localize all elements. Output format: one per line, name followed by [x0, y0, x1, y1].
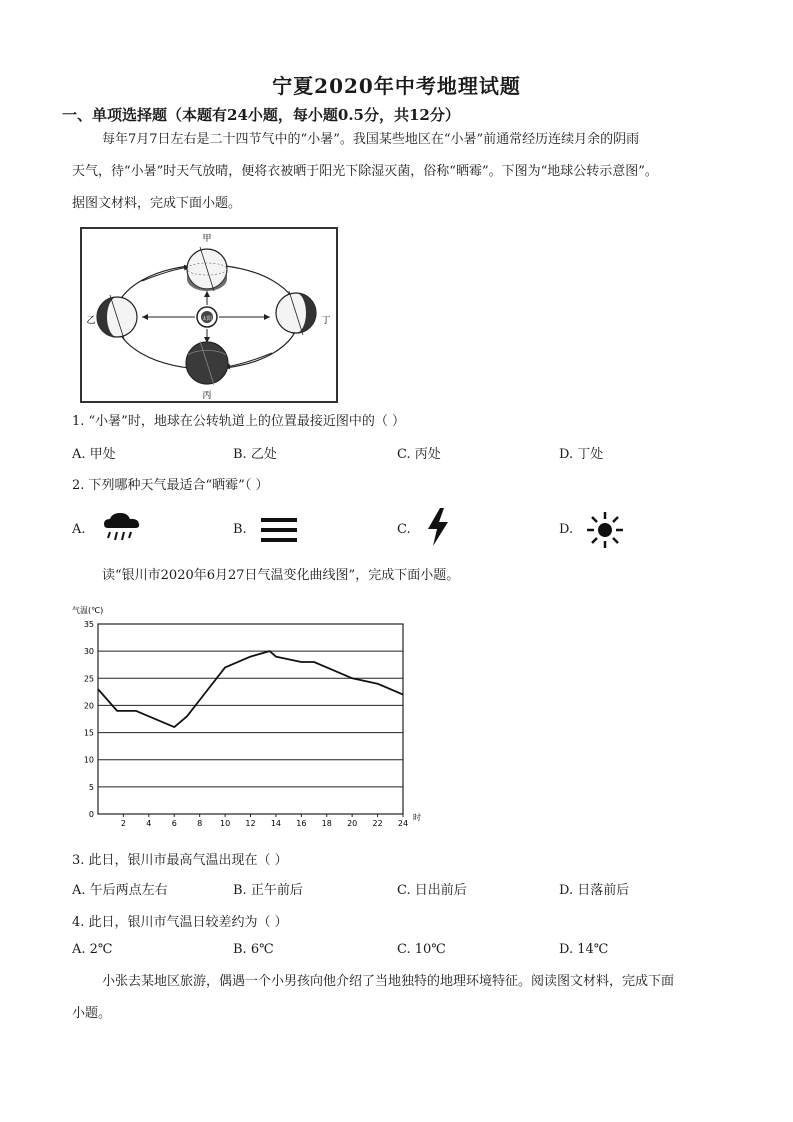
- x-tick-label: 2: [120, 819, 126, 828]
- q3-option-d[interactable]: D. 日落前后: [559, 883, 630, 898]
- y-tick-label: 25: [83, 674, 94, 684]
- temperature-line: [98, 651, 403, 727]
- section-heading: 一、单项选择题（本题有24小题，每小题0.5分，共12分）: [62, 106, 460, 124]
- orbit-diagram: [82, 229, 336, 401]
- fog-icon[interactable]: [261, 516, 297, 544]
- q2-option-b-letter[interactable]: B.: [233, 522, 247, 537]
- q2-option-c-letter[interactable]: C.: [397, 522, 411, 537]
- q1-option-b[interactable]: B. 乙处: [233, 447, 277, 462]
- x-tick-label: 18: [321, 819, 332, 828]
- x-axis-label: 时: [413, 813, 421, 822]
- y-tick-label: 10: [83, 755, 94, 765]
- intro-paragraph-1: [72, 124, 732, 220]
- y-tick-label: 0: [88, 810, 94, 819]
- y-tick-label: 20: [83, 701, 94, 711]
- intro-line: 小张去某地区旅游，偶遇一个小男孩向他介绍了当地独特的地理环境特征。阅读图文材料，完成下面: [102, 974, 675, 989]
- x-tick-label: 12: [245, 819, 256, 828]
- intro-paragraph-3: [72, 966, 732, 1030]
- q2-option-a-letter[interactable]: A.: [72, 522, 86, 537]
- y-axis-label: 气温(℃): [72, 606, 104, 615]
- q2-option-d-letter[interactable]: D.: [559, 522, 574, 537]
- q4-option-b[interactable]: B. 6℃: [233, 942, 274, 957]
- q4-option-a[interactable]: A. 2℃: [72, 942, 113, 957]
- x-tick-label: 20: [347, 819, 358, 828]
- y-tick-label: 35: [83, 620, 94, 629]
- q1-option-c[interactable]: C. 丙处: [397, 447, 441, 462]
- intro-line: 小题。: [72, 1006, 112, 1021]
- plot-frame: [98, 624, 403, 814]
- lightning-icon[interactable]: [424, 508, 452, 546]
- label-jia: 甲: [202, 234, 212, 244]
- sun-icon[interactable]: [585, 510, 625, 550]
- q3-option-a[interactable]: A. 午后两点左右: [72, 883, 168, 898]
- intro-line: 天气，待“小暑”时天气放晴，便将衣被晒于阳光下除湿灭菌，俗称“晒霉”。下图为“地球公转示意图”。: [72, 164, 658, 179]
- x-tick-label: 4: [146, 819, 152, 828]
- earth-yi: [97, 295, 137, 339]
- question-4-stem: 4. 此日，银川市气温日较差约为（ ）: [72, 915, 288, 930]
- page-title: 宁夏2020年中考地理试题: [272, 74, 521, 98]
- q4-option-d[interactable]: D. 14℃: [559, 942, 609, 957]
- intro-line: 据图文材料，完成下面小题。: [72, 196, 242, 211]
- y-tick-label: 30: [83, 647, 94, 657]
- x-tick-label: 24: [397, 819, 409, 828]
- temperature-chart-svg: [68, 600, 428, 830]
- q1-option-d[interactable]: D. 丁处: [559, 447, 604, 462]
- q4-option-c[interactable]: C. 10℃: [397, 942, 446, 957]
- rain-cloud-icon[interactable]: [100, 510, 144, 544]
- x-tick-label: 8: [197, 819, 203, 828]
- label-sun: 太阳: [201, 316, 213, 322]
- earth-ding: [276, 291, 316, 335]
- question-3-stem: 3. 此日，银川市最高气温出现在（ ）: [72, 853, 288, 868]
- x-tick-label: 22: [372, 819, 383, 828]
- label-ding: 丁: [321, 316, 331, 326]
- intro-line: 每年7月7日左右是二十四节气中的“小暑”。我国某些地区在“小暑”前通常经历连续月余的阴雨: [102, 132, 640, 147]
- x-tick-label: 6: [171, 819, 177, 828]
- earth-jia: [187, 247, 227, 291]
- q3-option-b[interactable]: B. 正午前后: [233, 883, 303, 898]
- earth-orbit-figure: [80, 227, 338, 403]
- y-tick-label: 15: [83, 728, 94, 738]
- question-1-stem: 1. “小暑”时，地球在公转轨道上的位置最接近图中的（ ）: [72, 414, 405, 429]
- temperature-chart: [68, 600, 428, 830]
- x-tick-label: 14: [270, 819, 282, 828]
- x-tick-label: 10: [219, 819, 231, 828]
- y-tick-label: 5: [88, 782, 94, 792]
- q1-option-a[interactable]: A. 甲处: [72, 447, 116, 462]
- intro-paragraph-2: 读“银川市2020年6月27日气温变化曲线图”，完成下面小题。: [102, 568, 460, 583]
- x-tick-label: 16: [296, 819, 307, 828]
- q3-option-c[interactable]: C. 日出前后: [397, 883, 467, 898]
- label-bing: 丙: [202, 391, 212, 401]
- earth-bing: [186, 341, 228, 385]
- label-yi: 乙: [86, 316, 96, 326]
- question-2-stem: 2. 下列哪种天气最适合“晒霉”（ ）: [72, 478, 269, 493]
